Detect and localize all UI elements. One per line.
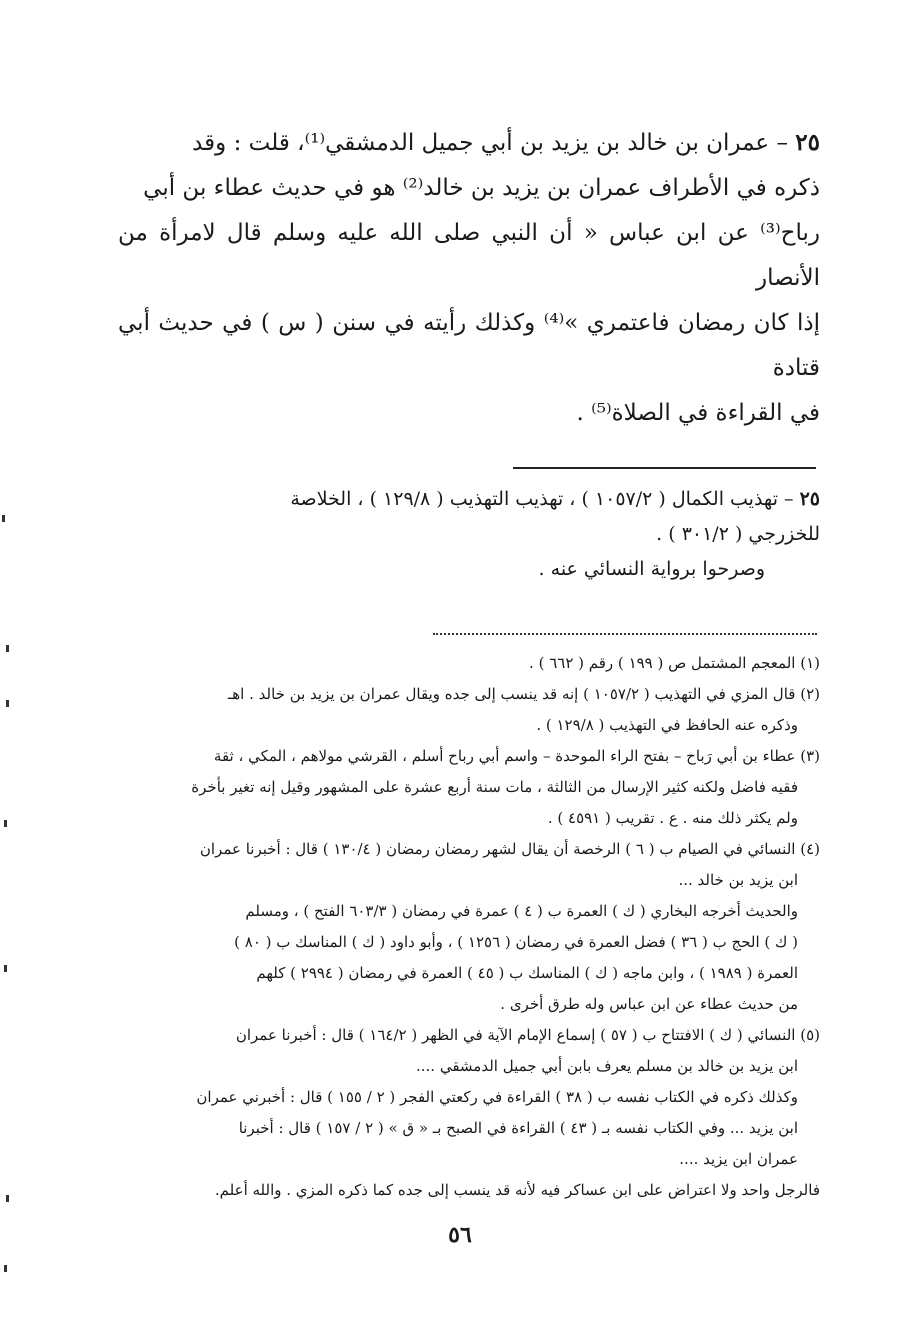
references-block bbox=[118, 482, 820, 587]
scan-mark bbox=[6, 1195, 9, 1202]
footnote-5 bbox=[118, 1020, 820, 1206]
reference-line bbox=[118, 482, 820, 517]
footnote-line: (٣) عطاء بن أبي رَباح – بفتح الراء الموحدة – واسم أبي رباح أسلم ، القرشي مولاهم ، المكي ، ثقة bbox=[213, 747, 820, 765]
main-line-1: – عمران بن خالد بن يزيد بن أبي جميل الدمشقي⁽¹⁾، قلت : وقد bbox=[192, 130, 788, 156]
footnote-1 bbox=[118, 648, 820, 679]
main-text-line bbox=[118, 120, 820, 166]
footnotes bbox=[118, 648, 820, 1206]
main-line-4: إذا كان رمضان فاعتمري »⁽⁴⁾ وكذلك رأيته في سنن ( س ) في حديث أبي قتادة bbox=[118, 310, 820, 381]
main-line-2: ذكره في الأطراف عمران بن يزيد بن خالد⁽²⁾ هو في حديث عطاء بن أبي bbox=[143, 175, 820, 201]
footnote-line: والحديث أخرجه البخاري ( ك ) العمرة ب ( ٤ ) عمرة في رمضان ( ٦٠٣/٣ الفتح ) ، ومسلم bbox=[245, 902, 798, 920]
footnote-line: فقيه فاضل ولكنه كثير الإرسال من الثالثة ، مات سنة أربع عشرة على المشهور وقيل إنه تغير بأخرة bbox=[191, 778, 798, 796]
scan-mark bbox=[6, 700, 9, 707]
scan-mark bbox=[4, 1265, 7, 1272]
footnote-line: ابن يزيد ... وفي الكتاب نفسه بـ ( ٤٣ ) القراءة في الصبح بـ « ق » ( ٢ / ١٥٧ ) قال : أخبرنا bbox=[238, 1119, 798, 1137]
footnote-line: ابن يزيد بن خالد ... bbox=[678, 871, 798, 889]
reference-line-2: للخزرجي ( ٣٠١/٢ ) . bbox=[656, 523, 820, 545]
footnote-4 bbox=[118, 834, 820, 1020]
footnote-line: عمران ابن يزيد .... bbox=[679, 1150, 798, 1168]
scan-mark bbox=[2, 515, 5, 522]
dotted-separator bbox=[433, 633, 817, 635]
main-line-5: في القراءة في الصلاة⁽⁵⁾ . bbox=[576, 400, 820, 426]
separator-rule bbox=[513, 467, 816, 469]
main-line-3: رباح⁽³⁾ عن ابن عباس « أن النبي صلى الله عليه وسلم قال لامرأة من الأنصار bbox=[118, 220, 820, 291]
reference-line-3: وصرحوا برواية النسائي عنه . bbox=[538, 558, 765, 580]
main-text bbox=[118, 120, 820, 436]
scan-mark bbox=[6, 645, 9, 652]
entry-number: ٢٥ bbox=[795, 129, 820, 156]
footnote-line: ( ك ) الحج ب ( ٣٦ ) فضل العمرة في رمضان ( ١٢٥٦ ) ، وأبو داود ( ك ) المناسك ب ( ٨٠ ) bbox=[234, 933, 798, 951]
footnote-line: وذكره عنه الحافظ في التهذيب ( ١٢٩/٨ ) . bbox=[536, 716, 798, 734]
scan-mark bbox=[4, 820, 7, 827]
reference-entry-number: ٢٥ bbox=[799, 488, 820, 510]
reference-line-1: – تهذيب الكمال ( ١٠٥٧/٢ ) ، تهذيب التهذيب ( ١٢٩/٨ ) ، الخلاصة bbox=[290, 488, 794, 510]
footnote-line: العمرة ( ١٩٨٩ ) ، وابن ماجه ( ك ) المناسك ب ( ٤٥ ) العمرة في رمضان ( ٢٩٩٤ ) كلهم bbox=[256, 964, 798, 982]
footnote-line: (٢) قال المزي في التهذيب ( ١٠٥٧/٢ ) إنه قد ينسب إلى جده ويقال عمران بن يزيد بن خالد . اهـ bbox=[227, 685, 820, 703]
footnote-line: (٤) النسائي في الصيام ب ( ٦ ) الرخصة أن يقال لشهر رمضان رمضان ( ١٣٠/٤ ) قال : أخبرنا عمران bbox=[199, 840, 820, 858]
footnote-line: فالرجل واحد ولا اعتراض على ابن عساكر فيه لأنه قد ينسب إلى جده كما ذكره المزي . والله أعلم. bbox=[214, 1181, 820, 1199]
footnote-2 bbox=[118, 679, 820, 741]
footnote-line: وكذلك ذكره في الكتاب نفسه ب ( ٣٨ ) القراءة في ركعتي الفجر ( ٢ / ١٥٥ ) قال : أخبرني عمران bbox=[196, 1088, 798, 1106]
footnote-line: (٥) النسائي ( ك ) الافتتاح ب ( ٥٧ ) إسماع الإمام الآية في الظهر ( ١٦٤/٢ ) قال : أخبرنا عمران bbox=[235, 1026, 820, 1044]
footnote-line: من حديث عطاء عن ابن عباس وله طرق أخرى . bbox=[500, 995, 798, 1013]
page-number: ٥٦ bbox=[448, 1222, 472, 1248]
footnote-line: ولم يكثر ذلك منه . ع . تقريب ( ٤٥٩١ ) . bbox=[547, 809, 798, 827]
footnote-line: (١) المعجم المشتمل ص ( ١٩٩ ) رقم ( ٦٦٢ ) . bbox=[529, 654, 820, 672]
footnote-line: ابن يزيد بن خالد بن مسلم يعرف بابن أبي جميل الدمشقي .... bbox=[416, 1057, 798, 1075]
footnote-3 bbox=[118, 741, 820, 834]
scan-mark bbox=[4, 965, 7, 972]
